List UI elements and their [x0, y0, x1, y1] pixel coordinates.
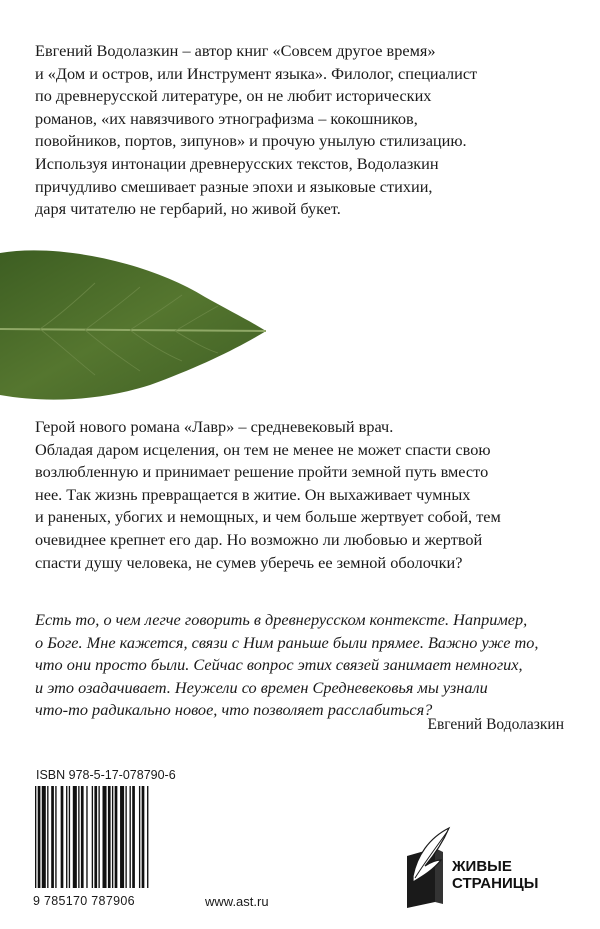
blurb-line: романов, «их навязчивого этнографизма – кокошников,: [35, 108, 418, 128]
blurb-line: очевиднее крепнет его дар. Но возможно ли любовью и жертвой: [35, 529, 483, 549]
blurb-line: возлюбленную и принимает решение пройти земной путь вместо: [35, 462, 489, 482]
blurb-line: Евгений Водолазкин – автор книг «Совсем другое время»: [35, 41, 436, 60]
brand-line-1: ЖИВЫЕ: [452, 858, 512, 875]
blurb-line: даря читателю не гербарий, но живой букет.: [35, 199, 341, 219]
author-quote: [35, 609, 570, 722]
isbn-label: ISBN 978-5-17-078790-6: [36, 768, 176, 782]
quote-line: Есть то, о чем легче говорить в древнерусском контексте. Например,: [35, 610, 528, 629]
quote-line: что они просто были. Сейчас вопрос этих связей занимает немногих,: [35, 655, 523, 675]
website-link[interactable]: www.ast.ru: [205, 894, 269, 909]
blurb-line: Используя интонации древнерусских текстов, Водолазкин: [35, 153, 439, 173]
blurb-line: и «Дом и остров, или Инструмент языка». Филолог, специалист: [35, 63, 478, 83]
blurb-line: повойников, портов, зипунов» и прочую унылую стилизацию.: [35, 131, 467, 151]
barcode-digits: 9 785170 787906: [33, 894, 135, 908]
author-blurb: [35, 40, 570, 221]
blurb-line: спасти душу человека, не сумев уберечь ее земной оболочки?: [35, 552, 463, 572]
blurb-line: и раненых, убогих и немощных, и чем больше жертвует собой, тем: [35, 507, 501, 527]
blurb-line: Герой нового романа «Лавр» – средневековый врач.: [35, 417, 394, 436]
publisher-brand: [452, 858, 538, 892]
blurb-line: нее. Так жизнь превращается в житие. Он выхаживает чумных: [35, 484, 471, 504]
quote-line: что-то радикально новое, что позволяет расслабиться?: [35, 700, 433, 720]
bay-leaf-image: [0, 245, 270, 405]
blurb-line: причудливо смешивает разные эпохи и языковые стихии,: [35, 176, 433, 196]
blurb-line: Обладая даром исцеления, он тем не менее не может спасти свою: [35, 439, 491, 459]
brand-line-2: СТРАНИЦЫ: [452, 875, 539, 892]
quote-line: о Боге. Мне кажется, связи с Ним раньше были прямее. Важно уже то,: [35, 632, 539, 652]
blurb-line: по древнерусской литературе, он не любит исторических: [35, 86, 432, 106]
barcode: [33, 786, 181, 888]
quote-line: и это озадачивает. Неужели со времен Средневековья мы узнали: [35, 677, 488, 697]
quote-attribution: Евгений Водолазкин: [427, 716, 564, 733]
quill-book-icon: [395, 826, 455, 908]
novel-blurb: [35, 416, 570, 574]
